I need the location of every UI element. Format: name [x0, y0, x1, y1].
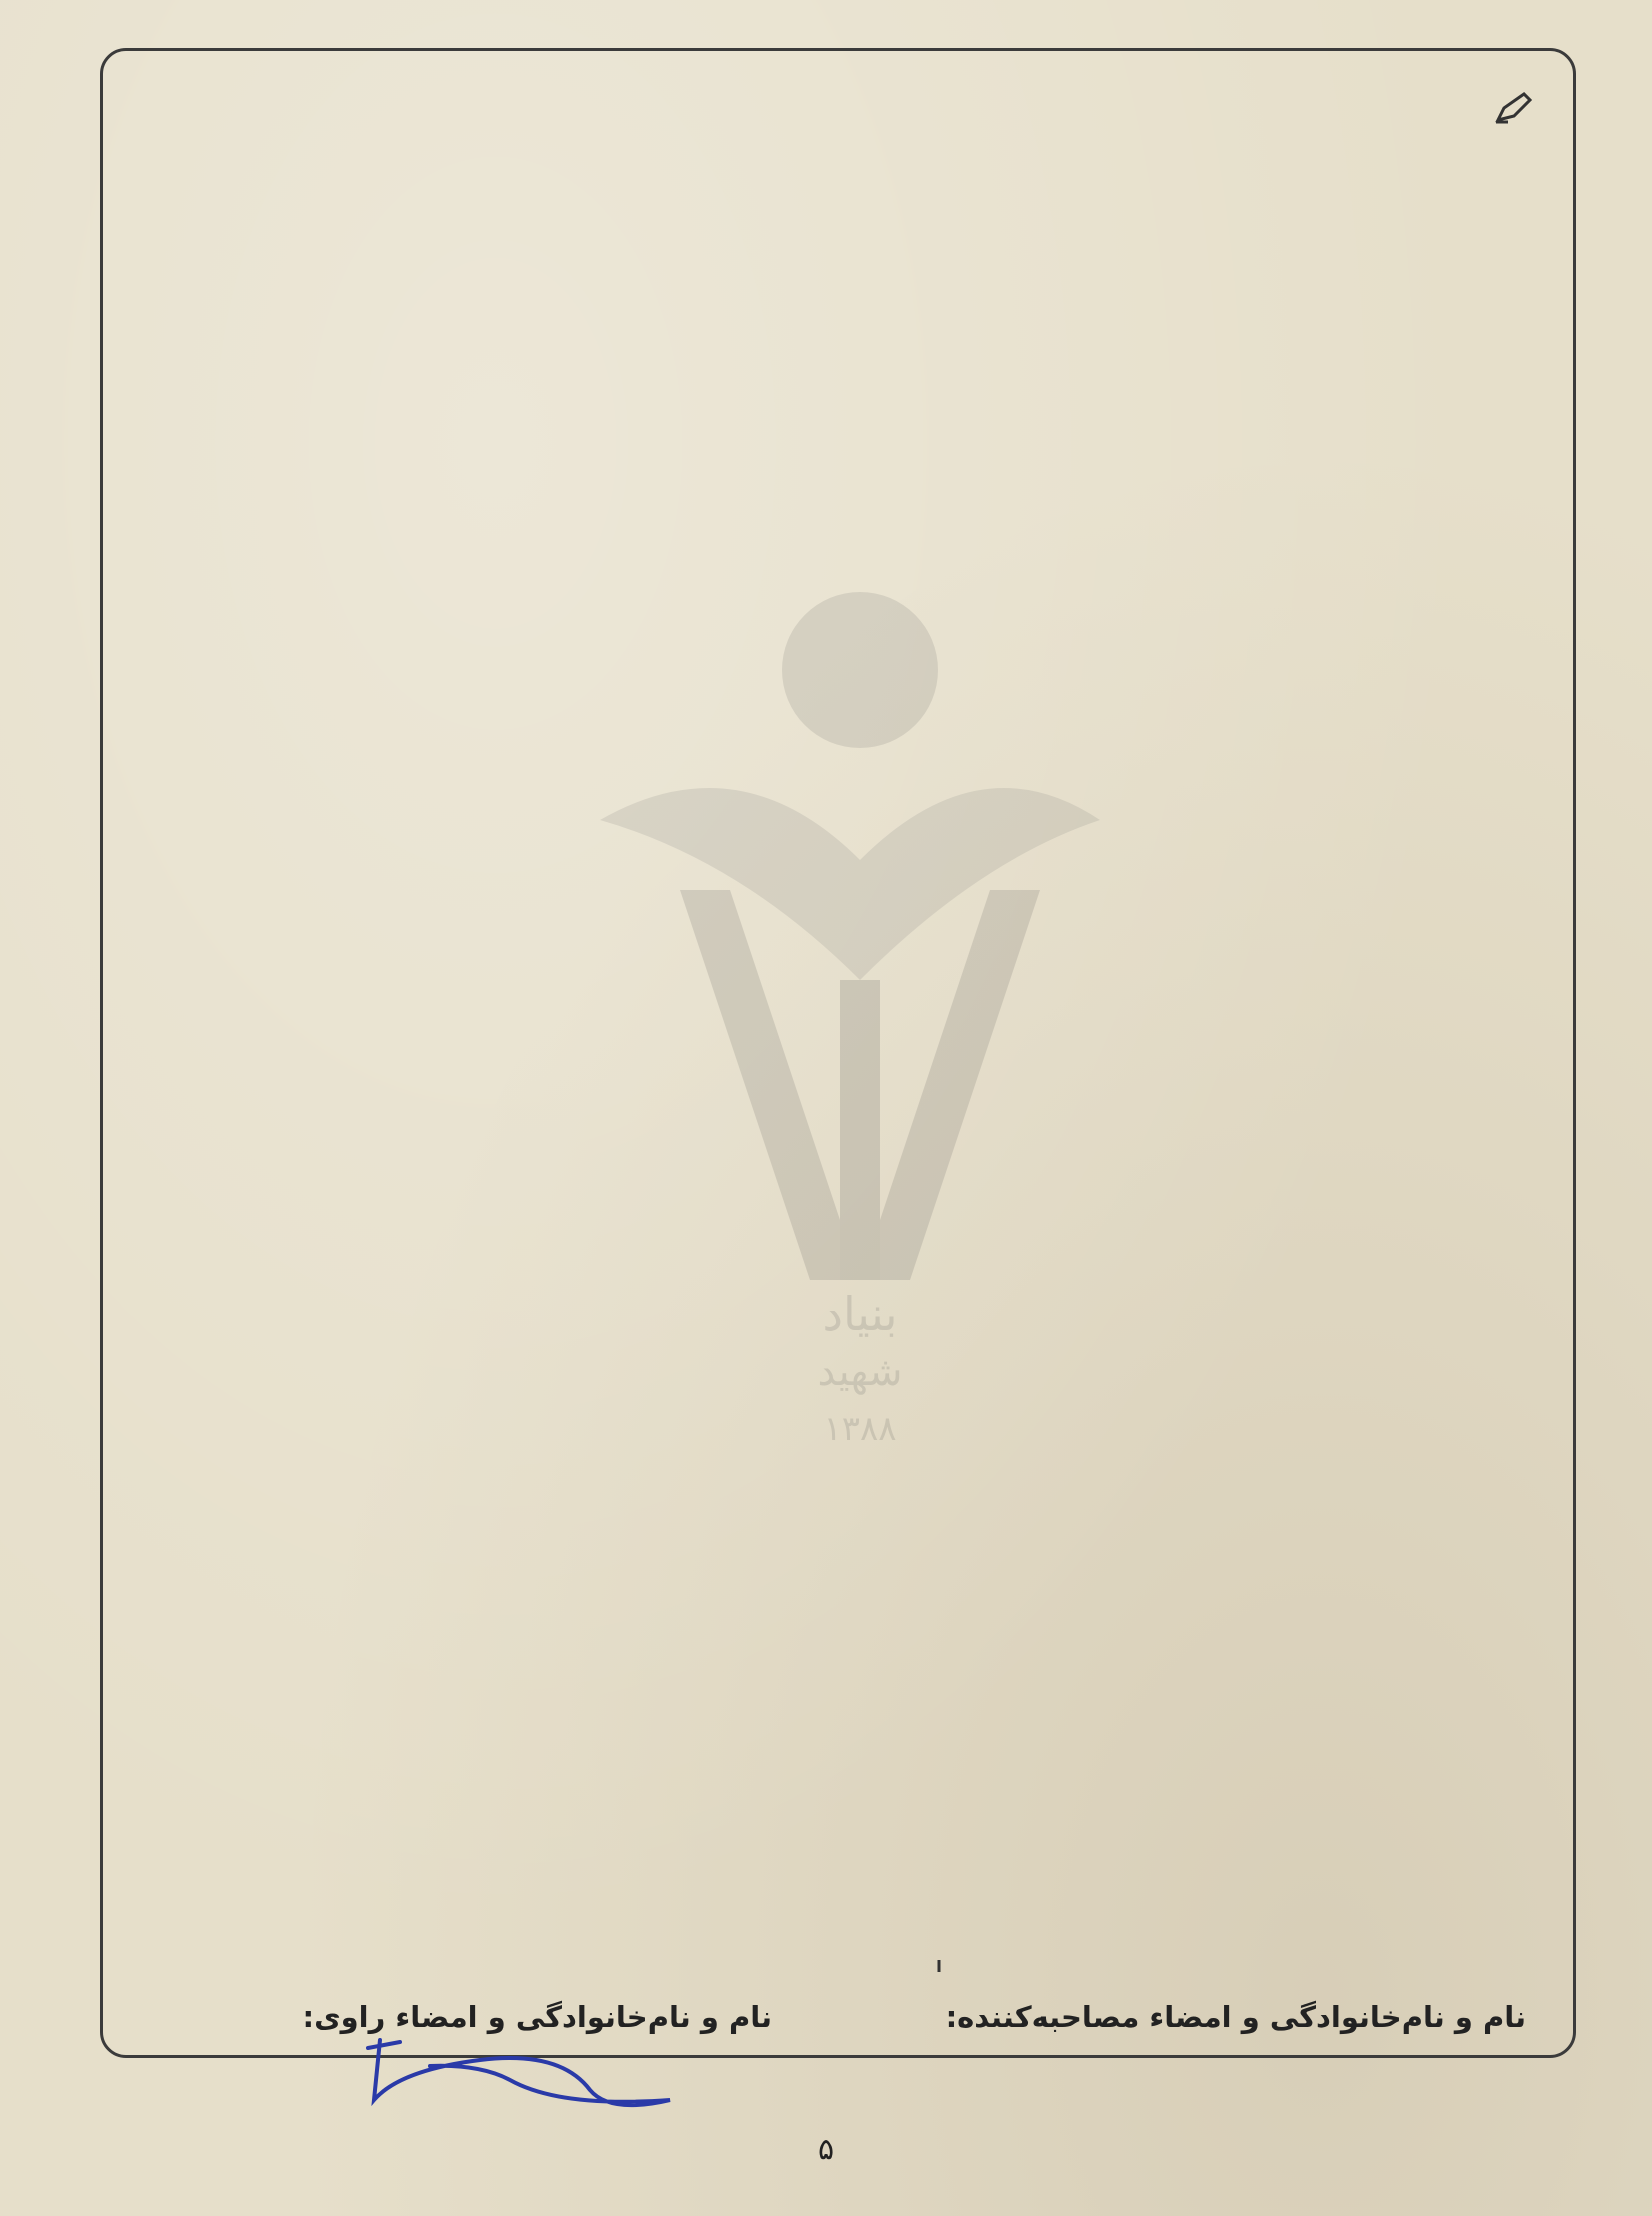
watermark-text-2: شهید: [817, 1349, 903, 1395]
watermark-text-1: بنیاد: [822, 1287, 898, 1341]
page-number: ۵: [817, 2132, 835, 2167]
interviewer-signature-label: نام و نام‌خانوادگی و امضاء مصاحبه‌کننده:: [945, 2000, 1526, 2034]
signature-scribble: [360, 2030, 690, 2120]
page-frame: [100, 48, 1576, 2058]
pen-icon: [1494, 90, 1534, 124]
narrator-signature-label: نام و نام‌خانوادگی و امضاء راوی:: [302, 2000, 772, 2034]
watermark-text-3: ۱۳۸۸: [823, 1409, 897, 1449]
ink-mark: [934, 1958, 944, 1974]
